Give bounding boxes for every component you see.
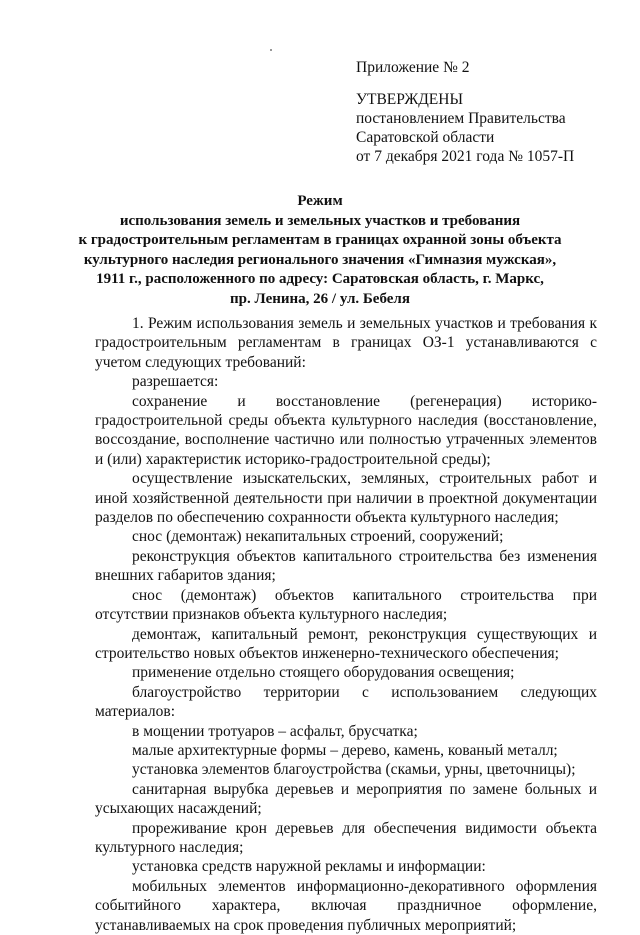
paragraph: установка средств наружной рекламы и информации: [132, 858, 486, 876]
paragraph: в мощении тротуаров – асфальт, брусчатка; [132, 722, 418, 740]
paragraph: осуществление изыскательских, земляных, строительных работ и иной хозяйственной деятельности при наличии в проектной документации разделов по обеспечению сохранности объекта культурного наследия; [95, 470, 597, 527]
paragraph: 1. Режим использования земель и земельных участков и требования к градостроительным регламентам в границах ОЗ-1 устанавливаются с учетом следующих требований: [95, 315, 597, 371]
paragraph: разрешается: [132, 373, 219, 391]
document-title [60, 192, 580, 309]
approval-block [356, 58, 574, 166]
title-line-1: Режим [297, 193, 343, 209]
paragraph: сохранение и восстановление (регенерация) историко-градостроительной среды объекта культурного наследия (восстановление, воссоздание, восполнение частично или полностью утраченных элементов и (или) характеристик историко-градостроительной среды); [95, 392, 597, 468]
paragraph: мобильных элементов информационно-декоративного оформления событийного характера, включая праздничное оформление, устанавливаемых на срок проведения публичных мероприятий; [95, 877, 597, 934]
approval-line-3: от 7 декабря 2021 года № 1057-П [356, 148, 575, 165]
paragraph: малые архитектурные формы – дерево, камень, кованый металл; [132, 741, 558, 759]
title-line-6: пр. Ленина, 26 / ул. Бебеля [230, 290, 410, 307]
approval-line-1: постановлением Правительства [356, 110, 566, 127]
paragraph: санитарная вырубка деревьев и мероприятия по замене больных и усыхающих насаждений; [95, 780, 597, 818]
paragraph: прореживание крон деревьев для обеспечения видимости объекта культурного наследия; [95, 819, 597, 856]
paragraph: снос (демонтаж) объектов капитального строительства при отсутствии признаков объекта культурного наследия; [95, 586, 597, 624]
paragraph: снос (демонтаж) некапитальных строений, сооружений; [132, 528, 504, 546]
appendix-label: Приложение № 2 [356, 59, 470, 76]
paragraph: благоустройство территории с использованием следующих материалов: [95, 683, 597, 721]
paragraph: применение отдельно стоящего оборудования освещения; [132, 664, 515, 682]
document-body [95, 314, 597, 935]
title-line-5: 1911 г., расположенного по адресу: Саратовская область, г. Маркс, [96, 271, 544, 287]
title-line-3: к градостроительным регламентам в границах охранной зоны объекта [78, 232, 562, 248]
paragraph: демонтаж, капитальный ремонт, реконструкция существующих и строительство новых объектов инженерно-технического обеспечения; [95, 625, 597, 662]
title-line-2: использования земель и земельных участков и требования [119, 212, 521, 229]
approved-label: УТВЕРЖДЕНЫ [356, 91, 463, 108]
title-line-4: культурного наследия регионального значения «Гимназия мужская», [83, 251, 557, 268]
scan-speck [270, 49, 272, 51]
approval-line-2: Саратовской области [356, 129, 495, 146]
paragraph: реконструкция объектов капитального строительства без изменения внешних габаритов здания; [95, 547, 597, 585]
paragraph: установка элементов благоустройства (скамьи, урны, цветочницы); [132, 761, 576, 779]
